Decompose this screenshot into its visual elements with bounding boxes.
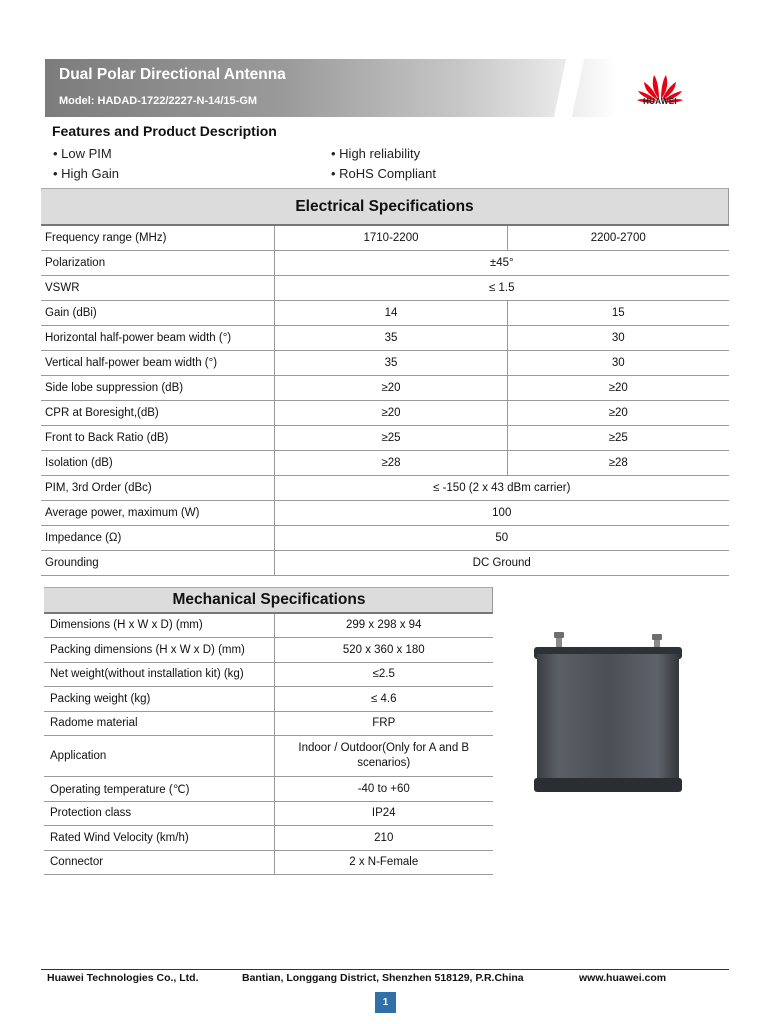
feature-item: • High Gain xyxy=(53,166,119,181)
spec-value: -40 to +60 xyxy=(275,777,493,802)
footer-address: Bantian, Longgang District, Shenzhen 518129, P.R.China xyxy=(242,972,524,984)
table-row xyxy=(41,451,729,476)
spec-value: ≥28 xyxy=(275,451,508,476)
spec-value: IP24 xyxy=(275,801,493,826)
spec-label: Impedance (Ω) xyxy=(41,526,275,551)
spec-label: Polarization xyxy=(41,251,275,276)
table-row xyxy=(41,225,729,251)
spec-value: ±45° xyxy=(275,251,729,276)
spec-label: Packing dimensions (H x W x D) (mm) xyxy=(44,638,275,663)
spec-value: 1710-2200 xyxy=(275,225,508,251)
footer-divider xyxy=(41,969,729,970)
model-number: Model: HADAD-1722/2227-N-14/15-GM xyxy=(59,95,258,107)
feature-item: • RoHS Compliant xyxy=(331,166,436,181)
table-row xyxy=(44,826,493,851)
mechanical-spec-title: Mechanical Specifications xyxy=(44,588,493,613)
spec-value: 100 xyxy=(275,501,729,526)
spec-value: 299 x 298 x 94 xyxy=(275,613,493,638)
spec-label: Application xyxy=(44,736,275,777)
spec-value: 2 x N-Female xyxy=(275,850,493,875)
spec-value: ≥25 xyxy=(508,426,729,451)
spec-value: ≥20 xyxy=(275,376,508,401)
table-row xyxy=(44,777,493,802)
spec-value: 30 xyxy=(508,351,729,376)
page-title: Dual Polar Directional Antenna xyxy=(59,66,286,83)
mechanical-spec-table xyxy=(44,587,493,875)
spec-value: Indoor / Outdoor(Only for A and B scenarios) xyxy=(275,736,493,777)
table-row xyxy=(41,251,729,276)
spec-label: Gain (dBi) xyxy=(41,301,275,326)
spec-label: Front to Back Ratio (dB) xyxy=(41,426,275,451)
spec-label: Operating temperature (℃) xyxy=(44,777,275,802)
spec-value: 15 xyxy=(508,301,729,326)
table-row xyxy=(41,326,729,351)
table-row xyxy=(41,301,729,326)
spec-value: 2200-2700 xyxy=(508,225,729,251)
spec-value: 14 xyxy=(275,301,508,326)
electrical-spec-table xyxy=(41,188,729,576)
spec-value: 35 xyxy=(275,326,508,351)
spec-value: 520 x 360 x 180 xyxy=(275,638,493,663)
spec-label: PIM, 3rd Order (dBc) xyxy=(41,476,275,501)
table-row xyxy=(44,613,493,638)
spec-label: Horizontal half-power beam width (°) xyxy=(41,326,275,351)
spec-label: Vertical half-power beam width (°) xyxy=(41,351,275,376)
spec-label: Rated Wind Velocity (km/h) xyxy=(44,826,275,851)
spec-value: ≤ 4.6 xyxy=(275,687,493,712)
footer-company: Huawei Technologies Co., Ltd. xyxy=(47,972,199,984)
spec-value: 50 xyxy=(275,526,729,551)
spec-label: Connector xyxy=(44,850,275,875)
table-row xyxy=(41,476,729,501)
table-row xyxy=(41,526,729,551)
table-row xyxy=(41,551,729,576)
spec-label: Frequency range (MHz) xyxy=(41,225,275,251)
feature-item: • Low PIM xyxy=(53,146,112,161)
spec-value: FRP xyxy=(275,711,493,736)
antenna-product-image xyxy=(528,632,686,802)
spec-label: Grounding xyxy=(41,551,275,576)
table-row xyxy=(44,736,493,777)
table-row xyxy=(41,426,729,451)
spec-label: Isolation (dB) xyxy=(41,451,275,476)
spec-value: 210 xyxy=(275,826,493,851)
spec-value: 30 xyxy=(508,326,729,351)
spec-label: Radome material xyxy=(44,711,275,736)
spec-label: Protection class xyxy=(44,801,275,826)
spec-label: Dimensions (H x W x D) (mm) xyxy=(44,613,275,638)
spec-label: Side lobe suppression (dB) xyxy=(41,376,275,401)
spec-value: ≥20 xyxy=(508,376,729,401)
table-row xyxy=(41,376,729,401)
electrical-spec-title: Electrical Specifications xyxy=(41,189,729,226)
spec-value: ≥20 xyxy=(275,401,508,426)
table-row xyxy=(44,711,493,736)
table-row xyxy=(44,638,493,663)
spec-value: 35 xyxy=(275,351,508,376)
table-row xyxy=(41,351,729,376)
table-row xyxy=(44,801,493,826)
logo-wordmark: HUAWEI xyxy=(643,97,677,106)
table-row xyxy=(41,501,729,526)
features-title: Features and Product Description xyxy=(52,123,277,139)
spec-value: ≥20 xyxy=(508,401,729,426)
page-number: 1 xyxy=(375,992,396,1013)
spec-label: Net weight(without installation kit) (kg) xyxy=(44,662,275,687)
table-row xyxy=(41,401,729,426)
spec-value: ≥28 xyxy=(508,451,729,476)
spec-value: ≤ -150 (2 x 43 dBm carrier) xyxy=(275,476,729,501)
table-row xyxy=(44,687,493,712)
feature-item: • High reliability xyxy=(331,146,421,161)
spec-value: ≤ 1.5 xyxy=(275,276,729,301)
spec-value: ≤2.5 xyxy=(275,662,493,687)
footer-website[interactable]: www.huawei.com xyxy=(579,972,667,984)
spec-value: ≥25 xyxy=(275,426,508,451)
spec-label: CPR at Boresight,(dB) xyxy=(41,401,275,426)
table-row xyxy=(44,662,493,687)
spec-label: Packing weight (kg) xyxy=(44,687,275,712)
spec-label: VSWR xyxy=(41,276,275,301)
table-row xyxy=(41,276,729,301)
spec-value: DC Ground xyxy=(275,551,729,576)
table-row xyxy=(44,850,493,875)
spec-label: Average power, maximum (W) xyxy=(41,501,275,526)
